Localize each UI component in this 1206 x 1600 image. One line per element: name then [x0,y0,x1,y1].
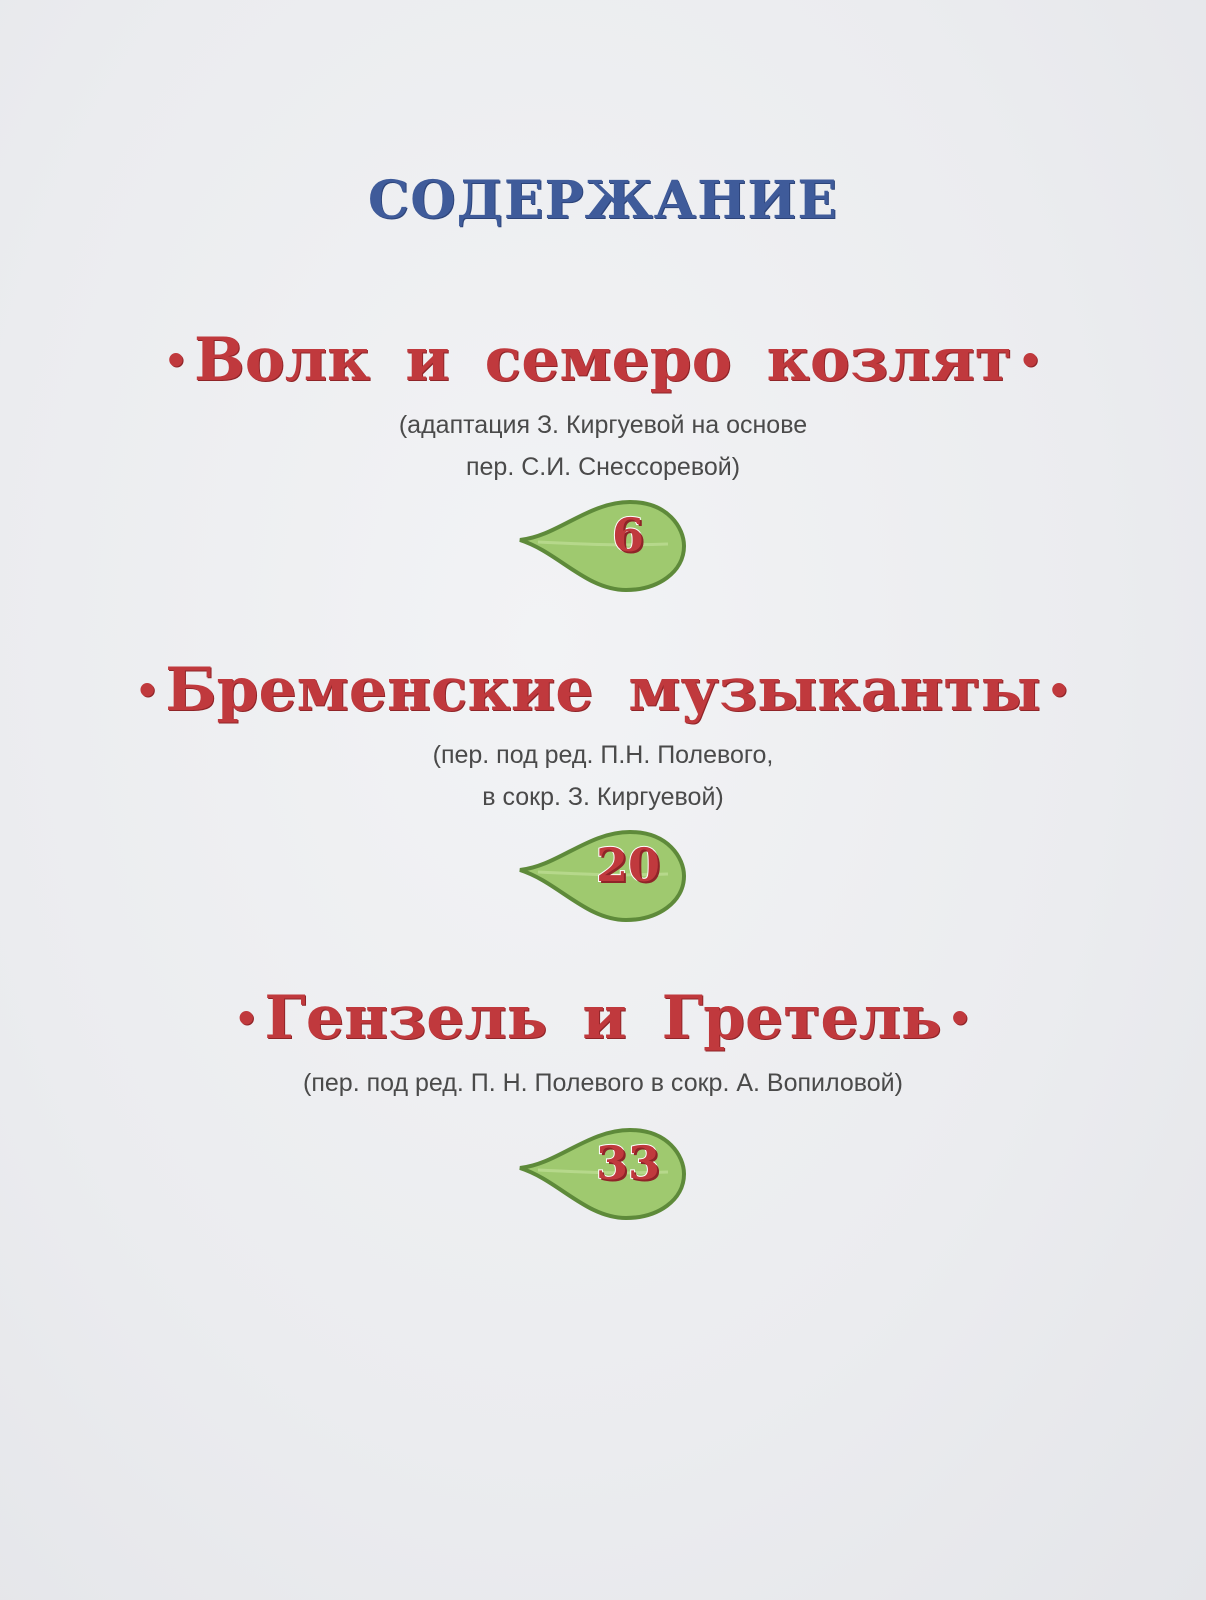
story-title [0,655,1206,725]
bullet-right: • [1017,337,1043,383]
page-number-leaf[interactable] [518,494,688,594]
story-title-text: Гензель и Гретель [264,983,942,1053]
credit-line: (пер. под ред. П. Н. Полевого в сокр. А. Вопиловой) [303,1069,903,1097]
toc-entry-2[interactable] [0,655,1206,928]
toc-entry-3[interactable] [0,983,1206,1226]
page-number-leaf[interactable] [518,1122,688,1222]
bullet-right: • [947,995,972,1041]
bullet-left: • [134,667,160,713]
credit-text [0,734,1206,818]
story-title-text: Волк и семеро козлят [194,325,1012,395]
story-title-text: Бременские музыканты [165,655,1041,725]
page-number: 6 [611,508,644,562]
contents-heading: СОДЕРЖАНИЕ [367,170,839,231]
credit-text [0,1062,1206,1104]
story-title [0,325,1206,395]
toc-entry-1[interactable] [0,325,1206,598]
page-number: 33 [595,1136,660,1190]
credit-line: (адаптация З. Киргуевой на основе [398,411,808,439]
bullet-left: • [163,337,189,383]
credit-text [0,404,1206,488]
credit-line: пер. С.И. Снессоревой) [465,453,741,481]
bullet-left: • [234,995,259,1041]
page-number: 20 [595,838,660,892]
page-number-leaf[interactable] [518,824,688,924]
credit-line: в сокр. З. Киргуевой) [482,783,724,811]
bullet-right: • [1046,667,1072,713]
credit-line: (пер. под ред. П.Н. Полевого, [432,741,774,769]
story-title [0,983,1206,1053]
